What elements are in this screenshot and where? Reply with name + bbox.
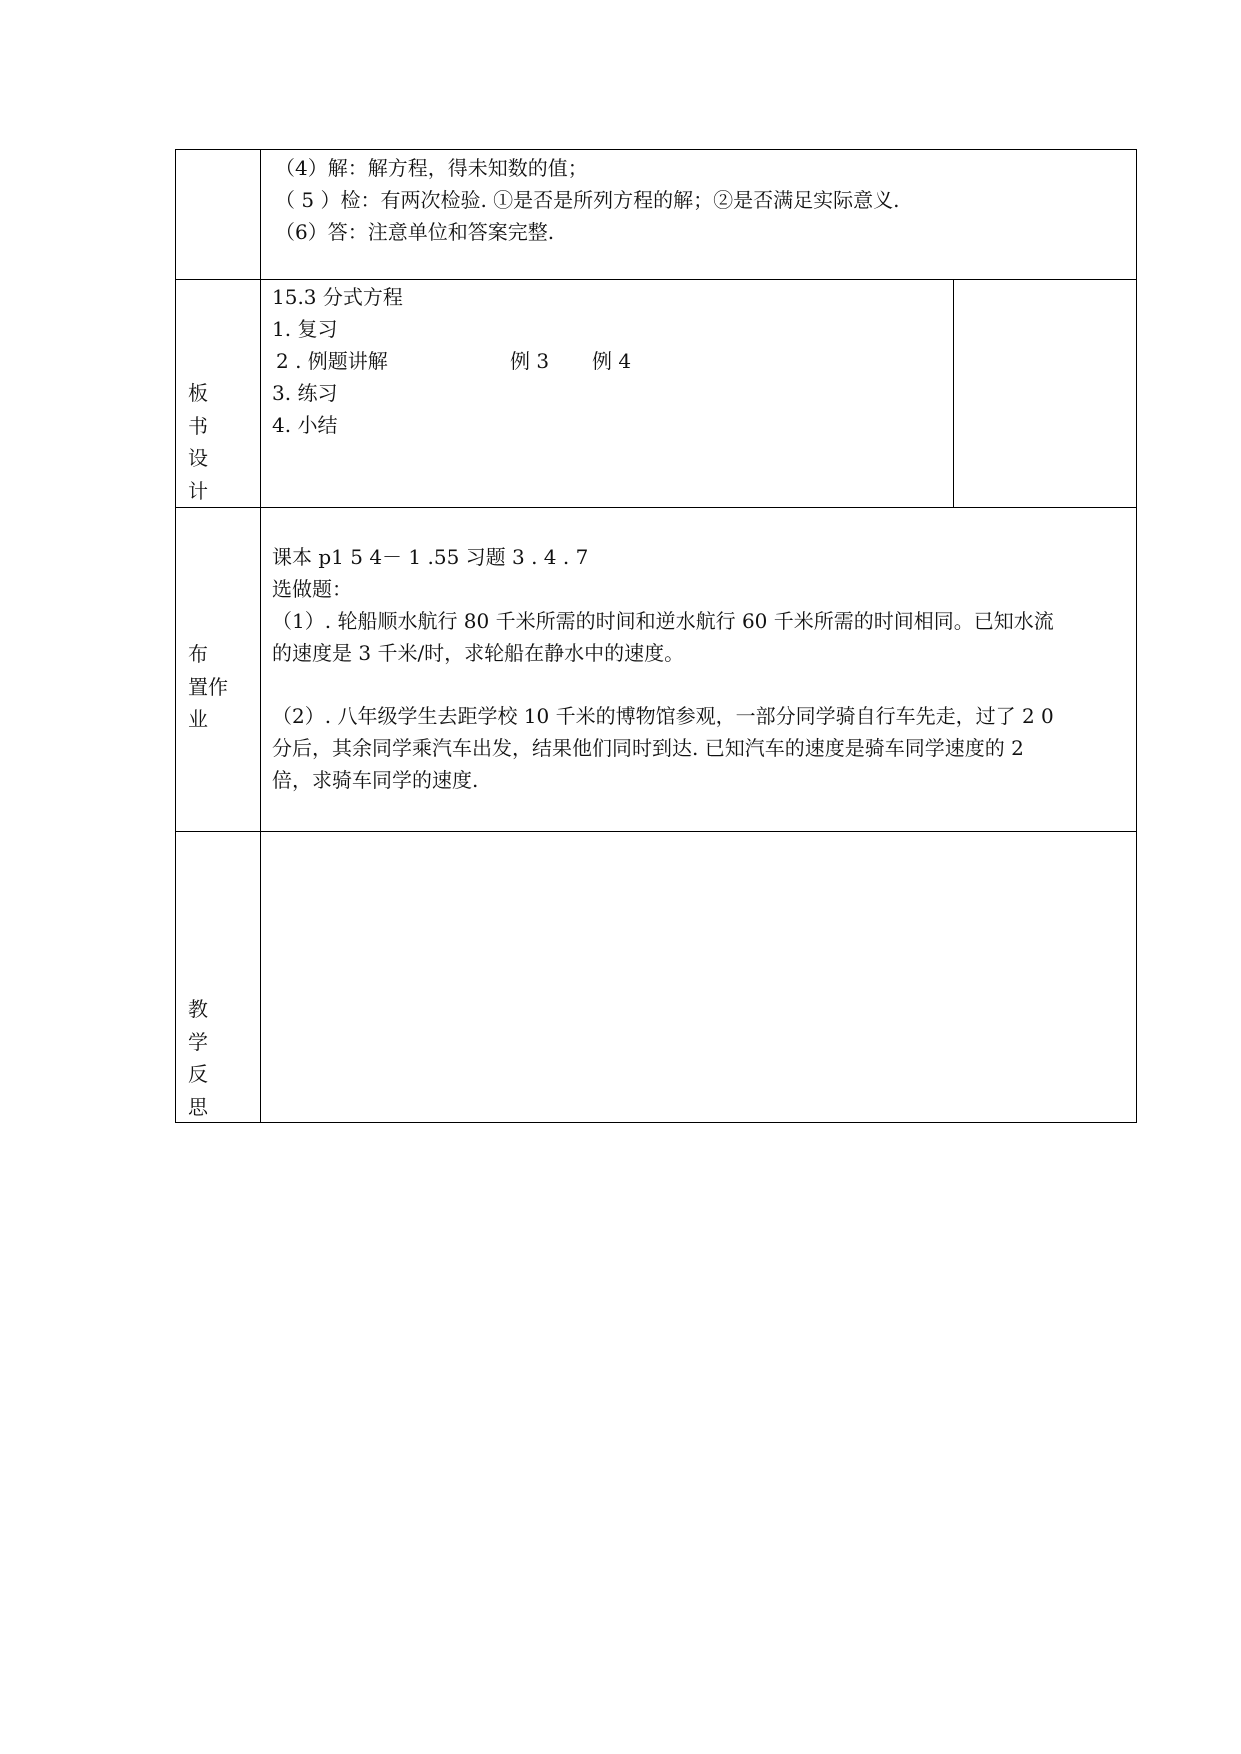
board-example-3: 例 3: [510, 349, 550, 373]
board-side-divider: [953, 279, 954, 508]
table-border-right: [1136, 149, 1137, 1123]
homework-question-1-line-2: 的速度是 3 千米/时，求轮船在静水中的速度。: [272, 641, 685, 665]
teaching-reflection-label: [188, 993, 218, 1123]
homework-optional-heading: 选做题：: [272, 577, 352, 601]
board-label-char-4: 计: [188, 478, 208, 503]
reflection-label-char-3: 反: [188, 1062, 208, 1086]
homework-label-line-1: 布: [188, 642, 208, 666]
row-divider-2: [175, 507, 1137, 508]
row-divider-3: [175, 831, 1137, 832]
reflection-label-char-2: 学: [188, 1029, 208, 1054]
homework-label: [188, 638, 238, 736]
homework-question-1-line-1: （1）. 轮船顺水航行 80 千米所需的时间和逆水航行 60 千米所需的时间相同。已知水流: [272, 609, 1054, 633]
board-design-label: [188, 377, 218, 507]
column-divider: [260, 149, 261, 1123]
board-label-char-1: 板: [188, 381, 208, 405]
homework-question-2-line-3: 倍，求骑车同学的速度.: [272, 768, 479, 792]
board-label-char-3: 设: [188, 446, 208, 470]
step-6-text: （6）答：注意单位和答案完整.: [275, 220, 555, 244]
table-border-bottom: [175, 1122, 1137, 1123]
homework-question-2-line-1: （2）. 八年级学生去距学校 10 千米的博物馆参观，一部分同学骑自行车先走，过了 2 0: [272, 704, 1054, 728]
step-4-text: （4）解：解方程，得未知数的值；: [275, 156, 588, 180]
homework-label-line-3: 业: [188, 707, 208, 731]
homework-label-line-2: 置作: [188, 674, 228, 699]
board-example-4: 例 4: [592, 349, 632, 373]
board-label-char-2: 书: [188, 413, 208, 438]
board-item-practice: 3. 练习: [272, 381, 338, 405]
reflection-label-char-4: 思: [188, 1094, 208, 1119]
reflection-label-char-1: 教: [188, 997, 208, 1021]
table-border-top: [175, 149, 1137, 150]
table-border-left: [175, 149, 176, 1123]
board-title: 15.3 分式方程: [272, 285, 403, 309]
board-item-examples: 2 . 例题讲解: [276, 349, 388, 373]
homework-textbook-line: 课本 p1 5 4－ 1 .55 习题 3 . 4 . 7: [272, 545, 589, 569]
homework-question-2-line-2: 分后，其余同学乘汽车出发，结果他们同时到达. 已知汽车的速度是骑车同学速度的 2: [272, 736, 1024, 760]
row-divider-1: [175, 279, 1137, 280]
board-item-summary: 4. 小结: [272, 413, 338, 437]
step-5-text: （ 5 ）检：有两次检验. ①是否是所列方程的解；②是否满足实际意义.: [275, 188, 900, 212]
board-item-review: 1. 复习: [272, 317, 338, 341]
